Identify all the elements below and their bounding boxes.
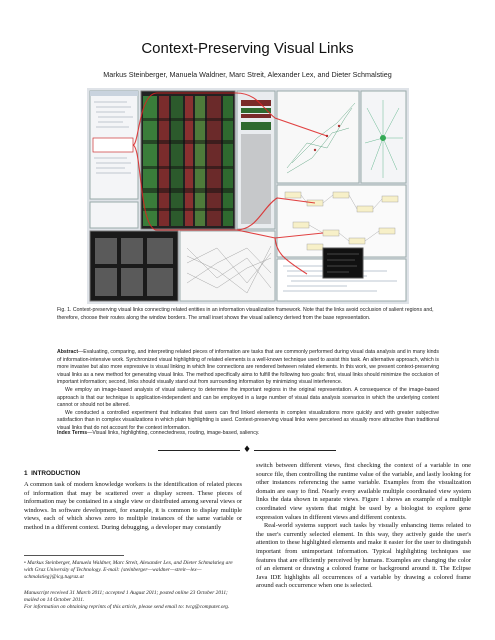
footnote-rule xyxy=(24,555,124,556)
abstract-text-1: —Evaluating, comparing, and interpreting related pieces of information are tasks that are commonly performed during visual data analysis and in many kinds of information-intensive work. Synchronized visual highlighting of related elements is a well-known technique used to assist this task. An alternative approach, which is more invasive but also more expressive is visual linking in which line connections are rendered between related elements. In this work, we present context-preserving visual links as a new method for generating visual links. The method specifically aims to fulfill the following two goals: first, visual links should minimize the occlusion of important information; second, links should visually stand out from surrounding information by minimizing visual interference. xyxy=(57,349,439,386)
abstract-paragraph-2: We employ an image-based analysis of visual saliency to determine the important regions in the original representation. A consequence of the image-based approach is that our technique is application-independent and can be employed in a large number of visual data analysis scenarios in which the underlying content cannot or should not be altered. xyxy=(57,386,439,409)
divider-right xyxy=(254,450,336,451)
abstract-paragraph-1 xyxy=(57,349,439,387)
footnote-bullet: • xyxy=(24,560,28,566)
paper-title: Context-Preserving Visual Links xyxy=(141,40,354,57)
footnote-text: Markus Steinberger, Manuela Waldner, Marc Streit, Alexander Lex, and Dieter Schmalstieg are with Graz University of Technology. E-mail: {steinberger—waldner—streit—lex—schmalstieg}@icg.tugraz.at xyxy=(24,560,233,580)
abstract-label: Abstract xyxy=(57,349,79,355)
manuscript-info xyxy=(24,590,242,611)
author-footnote xyxy=(24,560,242,581)
abstract-paragraph-3: We conducted a controlled experiment that indicates that users can find linked elements in complex visualizations more quickly and with greater subjective satisfaction than in complex visualizations in which plain highlighting is used. Context-preserving visual links were perceived as visually more attractive than traditional visual links that do not account for the context information. xyxy=(57,409,439,431)
intro-right-column xyxy=(256,462,471,591)
section-number: 1 xyxy=(24,470,28,477)
figure-illustration xyxy=(87,88,409,304)
author-list: Markus Steinberger, Manuela Waldner, Marc Streit, Alexander Lex, and Dieter Schmalstieg xyxy=(103,70,392,79)
figure-1-screenshot xyxy=(87,88,409,304)
index-terms-label: Index Terms xyxy=(57,430,88,436)
index-terms-text: —Visual links, highlighting, connectedness, routing, image-based, saliency. xyxy=(87,430,260,436)
section-heading xyxy=(24,470,80,477)
manuscript-line-1: Manuscript received 31 March 2011; accepted 1 August 2011; posted online 23 October 2011; mailed on 14 October 2011. xyxy=(24,590,228,603)
section-title: INTRODUCTION xyxy=(31,470,81,477)
intro-right-paragraph-2: Real-world systems support such tasks by visually enhancing items related to the user's currently selected element. In this way, they actively guide the user's attention to these highlighted elements and make it easier for the user to distinguish important from unimportant information. Typical highlighting techniques use features that are efficiently perceived by humans. Examples are changing the color of an element or drawing a colored frame or background around it. The Eclipse Java IDE highlights all occurrences of a variable by drawing a colored frame around each occurrence when one is selected. xyxy=(256,522,471,590)
abstract xyxy=(57,349,439,433)
divider-diamond: ♦ xyxy=(243,445,252,455)
index-terms xyxy=(57,430,439,436)
divider-left xyxy=(158,450,240,451)
manuscript-line-2: For information on obtaining reprints of this article, please send email to: tvcg@computer.org. xyxy=(24,604,230,610)
figure-caption: Fig. 1. Context-preserving visual links connecting related entities in an information visualization framework. Note that the links avoid occlusion of salient regions and, therefore, choose their routes along the window borders. The small inset shows the visual saliency derived from the base representation. xyxy=(57,307,434,321)
intro-left-column: A common task of modern knowledge workers is the identification of related pieces of information that may be scattered over a display screen. These pieces of information may be contained in a single view or distributed among several views or windows. In software development, for example, it is common to display multiple views, each of which shows zero to multiple instances of the same variable or method in a different context. During debugging, a developer may constantly xyxy=(24,481,242,531)
intro-right-paragraph-1: switch between different views, first checking the context of a variable in one source file, then controlling the runtime value of the variable, and lastly looking for other instances referencing the same variable. Examples from the visualization domain are easy to find. Nearly every available multiple coordinated view system links the data shown in separate views. Figure 1 shows an example of a multiple coordinated view system that might be used by a biologist to explore gene expression values in different views and different contexts. xyxy=(256,462,471,521)
